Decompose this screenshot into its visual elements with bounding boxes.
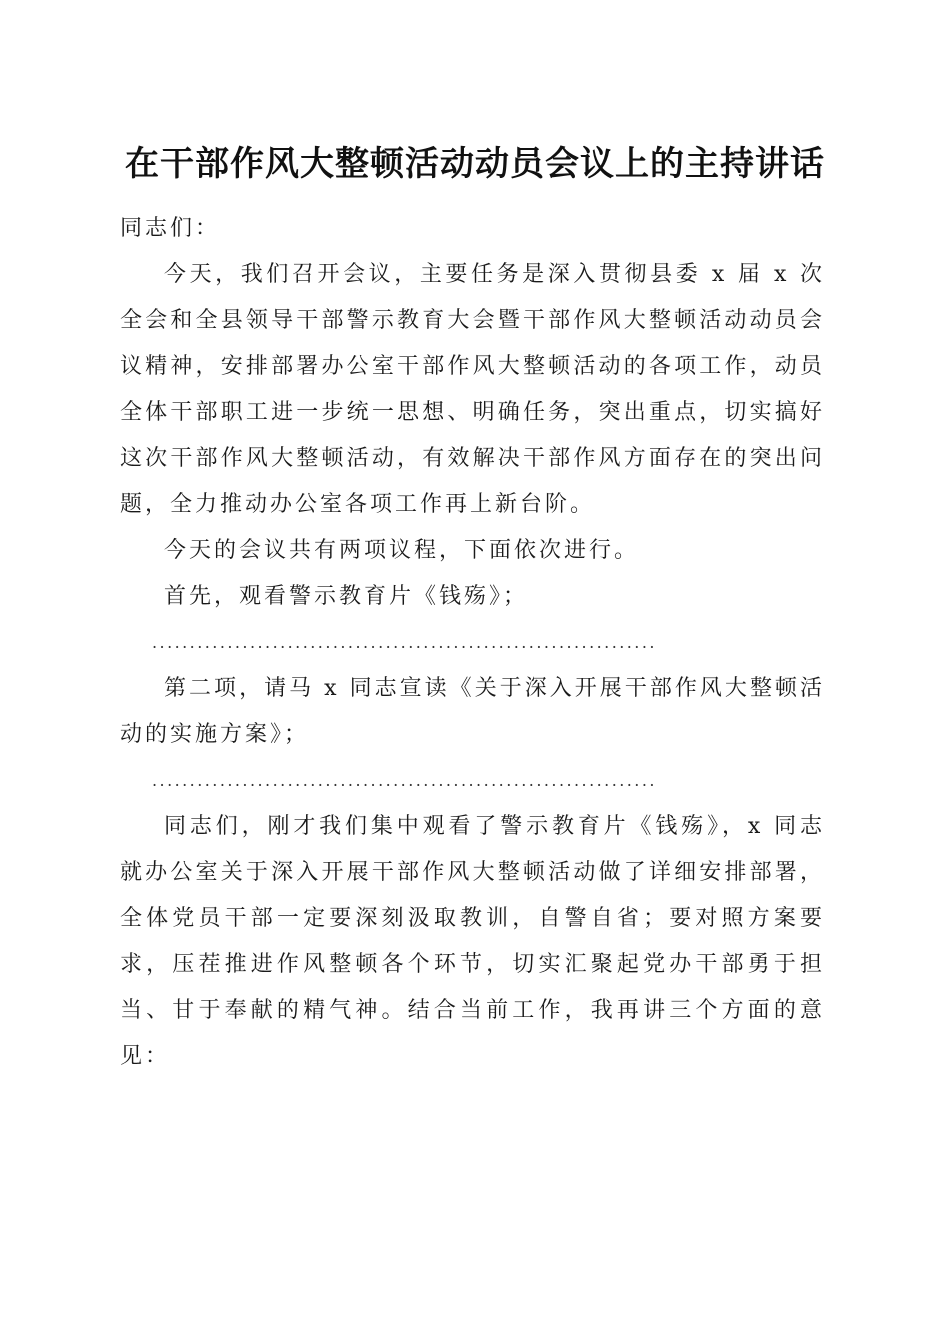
paragraph-closing: 同志们，刚才我们集中观看了警示教育片《钱殇》，x 同志就办公室关于深入开展干部作风大整顿活动做了详细安排部署，全体党员干部一定要深刻汲取教训，自警自省；要对照方案要求，压茬推进作风整顿各个环节，切实汇聚起党办干部勇于担当、甘于奉献的精气神。结合当前工作，我再讲三个方面的意见： <box>120 814 825 1069</box>
ellipsis-line-2: ................................................................... <box>152 771 657 790</box>
paragraph-item-1: 首先，观看警示教育片《钱殇》； <box>164 584 529 609</box>
paragraph-agenda: 今天的会议共有两项议程，下面依次进行。 <box>164 538 640 563</box>
paragraph-item-2: 第二项，请马 x 同志宣读《关于深入开展干部作风大整顿活动的实施方案》； <box>120 676 825 747</box>
paragraph-intro: 今天，我们召开会议，主要任务是深入贯彻县委 x 届 x 次全会和全县领导干部警示教育大会暨干部作风大整顿活动动员会议精神，安排部署办公室干部作风大整顿活动的各项工作，动员全体干部职工进一步统一思想、明确任务，突出重点，切实搞好这次干部作风大整顿活动，有效解决干部作风方面存在的突出问题，全力推动办公室各项工作再上新台阶。 <box>120 262 825 517</box>
salutation: 同志们： <box>120 216 221 241</box>
ellipsis-line-1: ................................................................... <box>152 633 657 652</box>
document-title: 在干部作风大整顿活动动员会议上的主持讲话 <box>125 144 825 184</box>
document-body <box>120 206 825 1080</box>
